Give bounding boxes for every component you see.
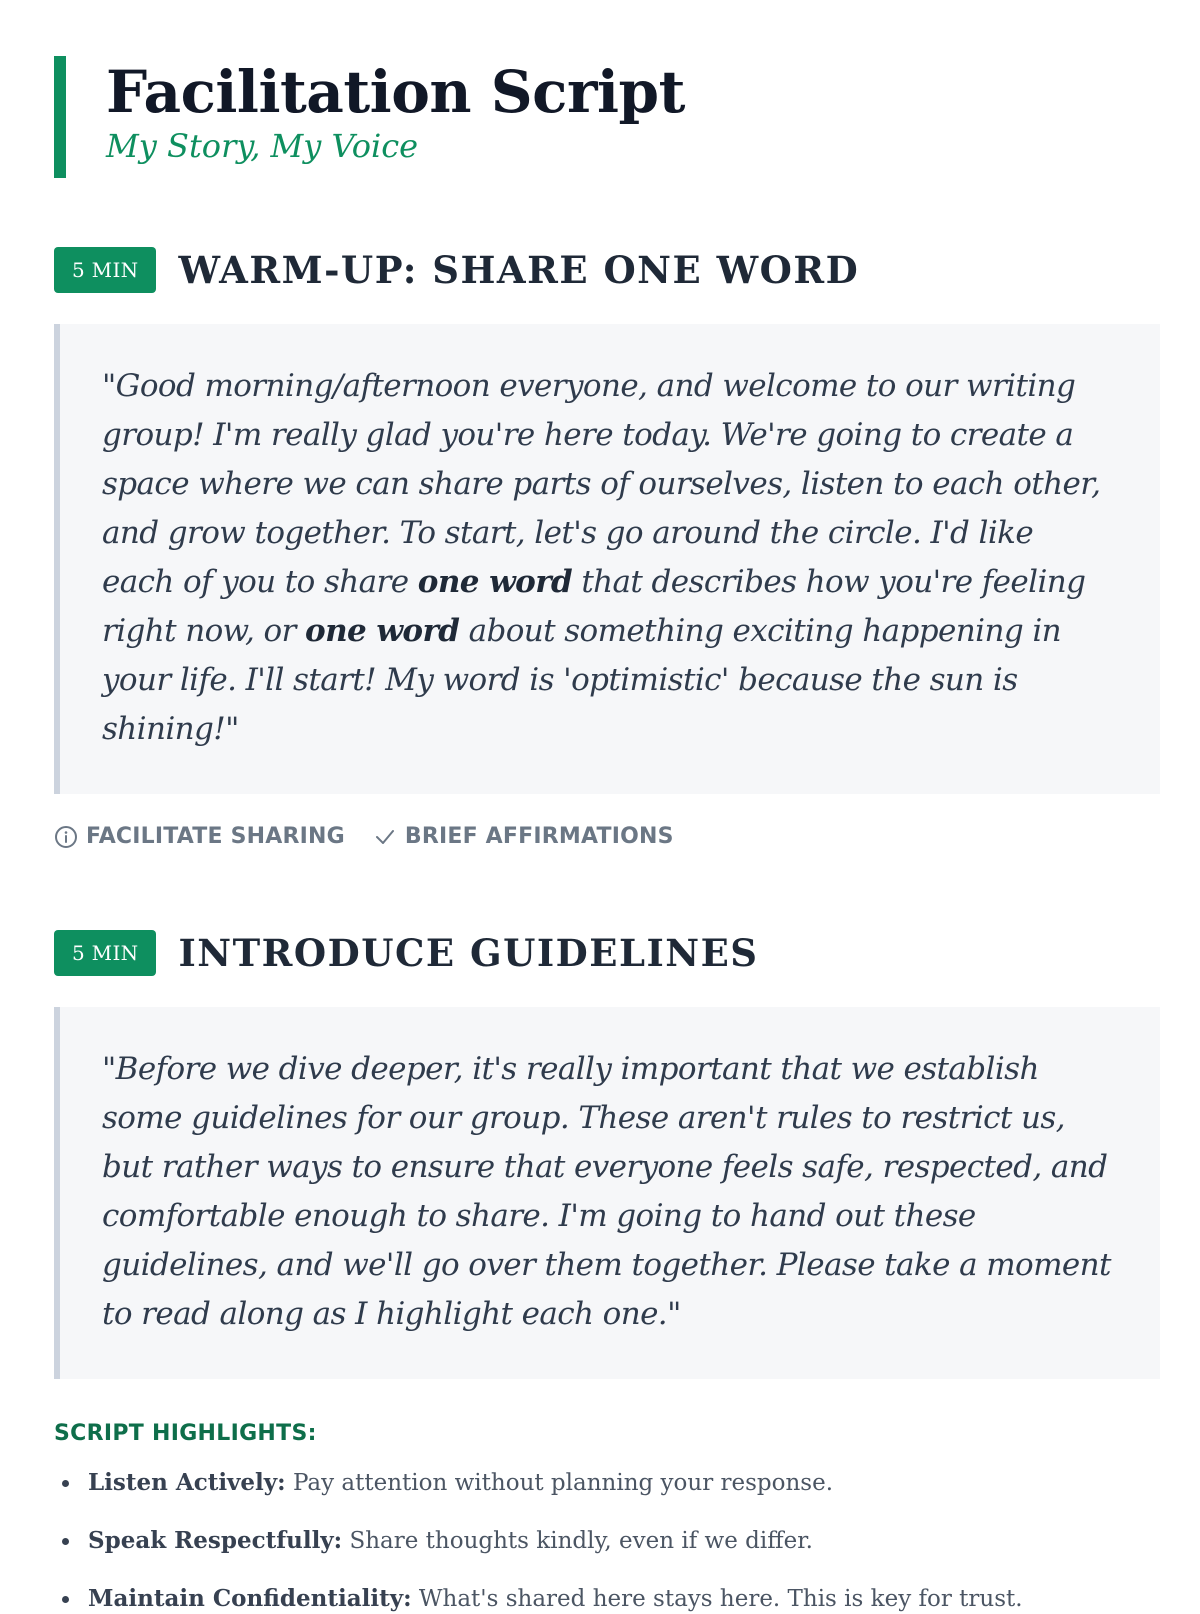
- duration-badge: 5 MIN: [54, 930, 156, 976]
- guidelines-script-quote: "Before we dive deeper, it's really important that we establish some guidelines for our group. These aren't rules to restrict us, but rather ways to ensure that everyone feels safe, respected, and comfortable enough to share. I'm going to hand out these guidelines, and we'll go over them together. Please take a moment to read along as I highlight each one.": [54, 1007, 1160, 1379]
- tag-facilitate-sharing: [54, 824, 345, 849]
- list-item: [54, 1584, 1160, 1614]
- section-warmup-heading: [54, 246, 1160, 294]
- bullet: [62, 1480, 69, 1487]
- bullet: [62, 1538, 69, 1545]
- facilitator-tags: [54, 824, 1160, 849]
- warmup-script-quote: [54, 324, 1160, 794]
- tag-brief-affirmations: [373, 824, 674, 849]
- page-subtitle: My Story, My Voice: [106, 127, 419, 165]
- tag-label: FACILITATE SHARING: [86, 824, 345, 849]
- highlights-heading: SCRIPT HIGHLIGHTS:: [54, 1421, 317, 1446]
- highlight-text: Pay attention without planning your response.: [285, 1470, 834, 1496]
- tag-label: BRIEF AFFIRMATIONS: [404, 824, 674, 849]
- highlight-term: Maintain Confidentiality:: [88, 1585, 412, 1612]
- quote-text: about something exciting happening in your life. I'll start! My word is 'optimistic' because the sun is shining!": [102, 613, 1061, 747]
- header-accent-bar: [54, 56, 66, 178]
- section-title: WARM-UP: SHARE ONE WORD: [178, 248, 860, 292]
- section-title: INTRODUCE GUIDELINES: [178, 931, 759, 975]
- page-header: [54, 56, 1160, 178]
- quote-text: that describes how you're feeling right now, or: [102, 564, 1086, 649]
- quote-text: "Good morning/afternoon everyone, and welcome to our writing group! I'm really glad you're here today. We're going to create a space where we can share parts of ourselves, listen to each other, and grow together. To start, let's go around the circle. I'd like each of you to share: [102, 368, 1101, 600]
- quote-emphasis: one word: [417, 564, 573, 600]
- highlight-text: What's shared here stays here. This is key for trust.: [411, 1586, 1023, 1612]
- highlight-term: Listen Actively:: [88, 1469, 286, 1496]
- quote-emphasis: one word: [305, 613, 460, 649]
- page-title: Facilitation Script: [106, 58, 685, 126]
- check-icon: [373, 825, 397, 849]
- duration-badge: 5 MIN: [54, 247, 156, 293]
- list-item: [54, 1526, 1160, 1556]
- list-item: [54, 1468, 1160, 1498]
- highlight-term: Speak Respectfully:: [88, 1527, 343, 1554]
- section-guidelines-heading: [54, 929, 1160, 977]
- highlight-text: Share thoughts kindly, even if we differ.: [342, 1528, 813, 1554]
- info-icon: [54, 825, 78, 849]
- highlights-list: [54, 1468, 1160, 1614]
